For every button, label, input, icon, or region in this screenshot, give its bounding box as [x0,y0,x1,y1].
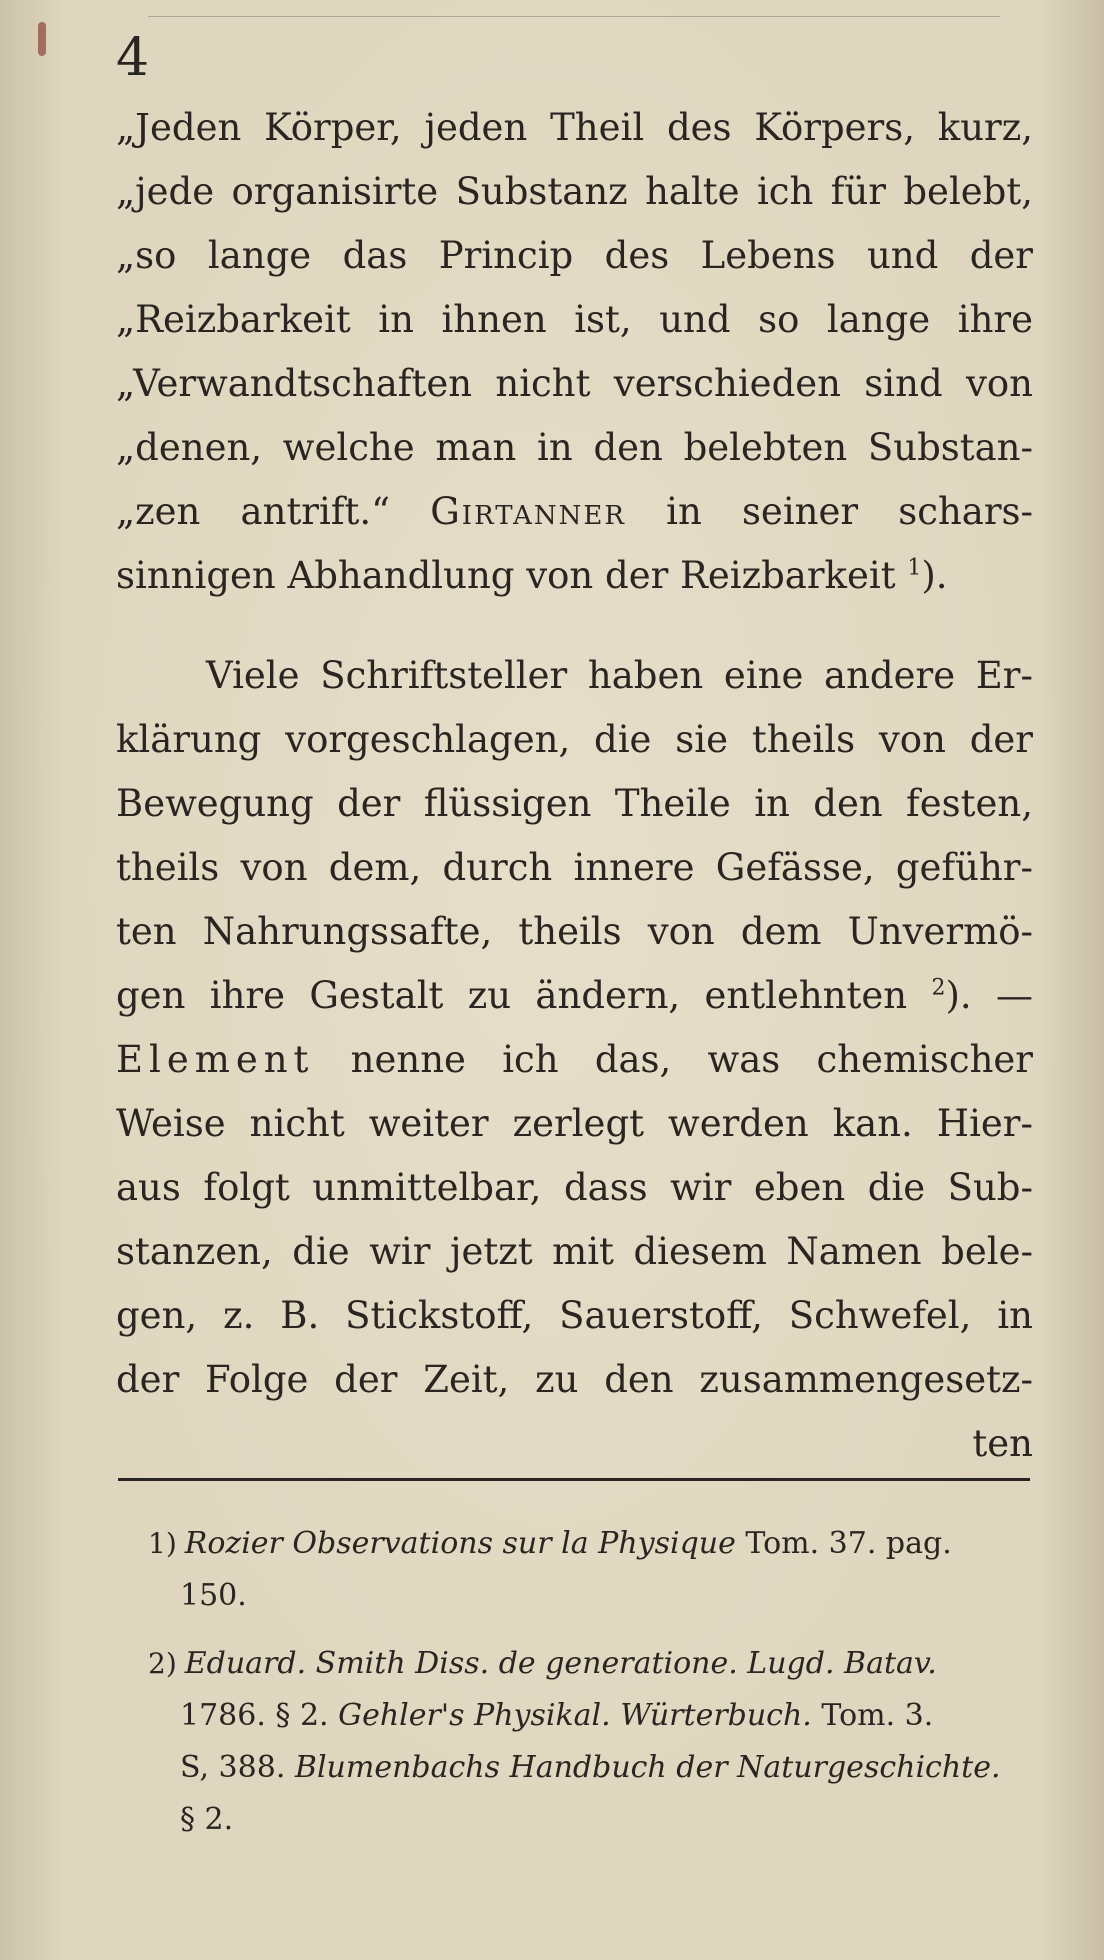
text-line [116,1028,1033,1092]
footnote-rule [118,1478,1030,1481]
text-line: „denen, welche man in den belebten Substan- [116,426,1033,469]
footnote-line: 150. [180,1578,247,1613]
text-line: gen, z. B. Stickstoff, Sauerstoff, Schwefel, in [116,1294,1033,1337]
footnote-line [148,1518,1028,1570]
text-fragment: gen ihre Gestalt zu ändern, entlehnten [116,974,908,1017]
text-line [116,480,1033,544]
text-fragment: nenne ich das, was chemischer [350,1038,1033,1081]
text-line: der Folge der Zeit, zu den zusammengesetz- [116,1358,1033,1401]
footnote-gap [148,1622,1028,1638]
text-line: „so lange das Princip des Lebens und der [116,234,1033,277]
text-line: „Jeden Körper, jeden Theil des Körpers, kurz, [116,106,1033,149]
text-line: „jede organisirte Substanz halte ich für belebt, [116,170,1033,213]
footnote-citation: Gehler's Physikal. Würterbuch. [338,1698,812,1733]
quote-end: „zen antrift.“ [116,490,391,533]
text-line: ten Nahrungssafte, theils von dem Unvermö- [116,910,1033,953]
text-fragment: ). — [945,974,1033,1017]
footnote-marker: 1) [148,1527,177,1560]
footnote-line: § 2. [180,1802,234,1837]
footnote-reference: S, 388. [180,1750,286,1785]
catchword: ten [972,1422,1033,1465]
footnote-reference: Tom. 37. pag. [745,1526,952,1561]
footnote-reference: Tom. 3. [821,1698,934,1733]
footnotes [148,1518,1028,1846]
text-line [116,544,1033,608]
author-name-girtanner: Girtanner [430,490,626,533]
footnote-citation: Rozier Observations sur la Physique [184,1526,736,1561]
top-rule [148,16,1000,17]
text-line: klärung vorgeschlagen, die sie theils von der [116,718,1033,761]
text-fragment: sinnigen Abhandlung von der Reizbarkeit [116,554,896,597]
footnote-citation: Blumenbachs Handbuch der Naturgeschichte. [294,1750,1001,1785]
footnote-marker: 2) [148,1647,177,1680]
page-number: 4 [116,28,150,88]
text-line [116,964,1033,1028]
ink-stain [38,22,46,56]
text-line: „Verwandtschaften nicht verschieden sind von [116,362,1033,405]
footnote-ref-2: 2 [931,975,946,1001]
text-fragment: ). [921,554,948,597]
footnote-citation: Eduard. Smith Diss. de generatione. Lugd. Batav. [184,1646,937,1681]
text-line: theils von dem, durch innere Gefässe, geführ- [116,846,1033,889]
emphasized-term-element: Element [116,1038,315,1081]
footnote-2 [148,1638,1028,1846]
footnote-ref-1: 1 [907,555,922,581]
text-line: Bewegung der flüssigen Theile in den festen, [116,782,1033,825]
paragraph-gap [116,608,1033,644]
footnote-line [148,1742,1028,1794]
text-line: „Reizbarkeit in ihnen ist, und so lange ihre [116,298,1033,341]
body-text [116,96,1033,1476]
footnote-line [148,1690,1028,1742]
footnote-1 [148,1518,1028,1622]
text-line: aus folgt unmittelbar, dass wir eben die Sub- [116,1166,1033,1209]
text-line: Weise nicht weiter zerlegt werden kan. Hier- [116,1102,1033,1145]
text-line: Viele Schriftsteller haben eine andere Er- [206,654,1033,697]
footnote-line [148,1638,1028,1690]
text-fragment: in seiner schars- [666,490,1033,533]
footnote-reference: 1786. § 2. [180,1698,329,1733]
text-line: stanzen, die wir jetzt mit diesem Namen bele- [116,1230,1033,1273]
